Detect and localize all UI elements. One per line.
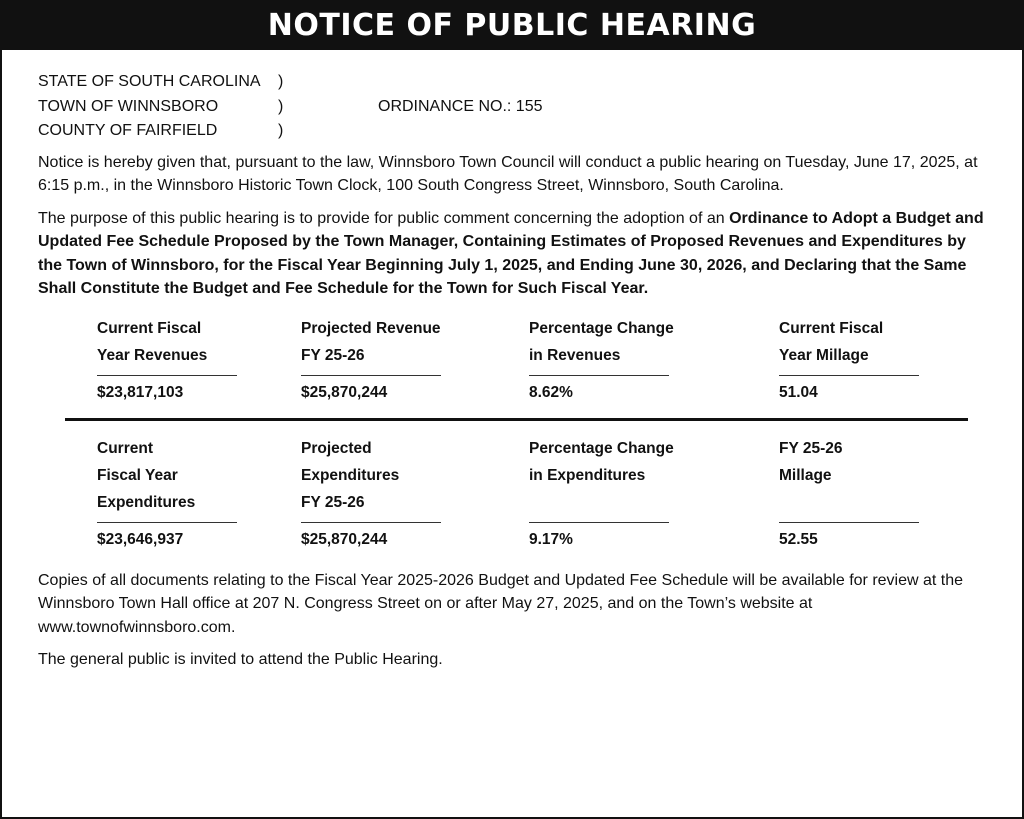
cell-heading: Projected Revenue (301, 319, 441, 337)
table-cell (301, 315, 529, 408)
cell-underline (97, 375, 237, 376)
cell-heading: FY 25-26 (779, 439, 843, 457)
cell-heading: Current Fiscal (97, 319, 202, 337)
hearing-notice-paragraph: Notice is hereby given that, pursuant to the law, Winnsboro Town Council will conduct a public hearing on Tuesday, June 17, 2025, at 6:15 p.m., in the Winnsboro Historic Town Clock, 100 South Congress Street, Winnsboro, South Carolina. (38, 153, 978, 194)
cell-underline (301, 375, 441, 376)
cell-value: $23,817,103 (97, 383, 184, 401)
table-cell (97, 435, 301, 555)
cell-heading: in Expenditures (529, 466, 646, 484)
caption-paren: ) (278, 73, 284, 90)
invitation-paragraph: The general public is invited to attend the Public Hearing. (38, 651, 443, 668)
table-cell (529, 315, 779, 408)
cell-heading: Expenditures (301, 466, 400, 484)
cell-value: 51.04 (779, 383, 818, 401)
cell-underline (529, 375, 669, 376)
cell-value: $25,870,244 (301, 530, 388, 548)
cell-underline (97, 522, 237, 523)
cell-underline (529, 522, 669, 523)
cell-heading: FY 25-26 (301, 493, 365, 511)
cell-heading: Current Fiscal (779, 319, 884, 337)
caption-town: TOWN OF WINNSBORO (38, 97, 219, 115)
notice-title: NOTICE OF PUBLIC HEARING (2, 2, 1022, 50)
cell-value: 8.62% (529, 383, 573, 401)
caption-block (38, 70, 988, 144)
table-cell (301, 435, 529, 555)
ordinance-number: ORDINANCE NO.: 155 (378, 97, 543, 115)
revenue-row (97, 315, 969, 408)
caption-paren: ) (278, 97, 284, 115)
notice-body (38, 70, 988, 672)
cell-heading: Projected (301, 439, 372, 457)
expenditure-row (97, 435, 969, 555)
table-cell (97, 315, 301, 408)
caption-state: STATE OF SOUTH CAROLINA (38, 73, 261, 90)
caption-paren: ) (278, 122, 284, 139)
caption-county: COUNTY OF FAIRFIELD (38, 122, 218, 139)
cell-heading: Current (97, 439, 153, 457)
cell-heading: Expenditures (97, 493, 196, 511)
purpose-paragraph (38, 207, 988, 301)
table-divider (65, 418, 968, 421)
purpose-intro: The purpose of this public hearing is to provide for public comment concerning the adoption of an (38, 209, 730, 227)
cell-value: $23,646,937 (97, 530, 184, 548)
cell-value: 9.17% (529, 530, 573, 548)
cell-underline (779, 522, 919, 523)
cell-heading: Year Millage (779, 346, 869, 364)
cell-heading: Fiscal Year (97, 466, 178, 484)
cell-heading: FY 25-26 (301, 346, 365, 364)
cell-heading: Percentage Change (529, 319, 674, 337)
table-cell (529, 435, 779, 555)
documents-paragraph: Copies of all documents relating to the Fiscal Year 2025-2026 Budget and Updated Fee Schedule will be available for review at the Winnsboro Town Hall office at 207 N. Congress Street on or after May 27, 2025, and on the Town’s website at www.townofwinnsboro.com. (38, 571, 964, 636)
ordinance-title: Ordinance to Adopt a Budget and Updated Fee Schedule Proposed by the Town Manager, Containing Estimates of Proposed Revenues and Expenditures by the Town of Winnsboro, for the Fiscal Year Beginning July 1, 2025, and Ending June 30, 2026, and Declaring that the Same Shall Constitute the Budget and Fee Schedule for the Town for Such Fiscal Year. (38, 209, 984, 297)
cell-value: 52.55 (779, 530, 818, 548)
table-cell (779, 435, 969, 555)
cell-heading: in Revenues (529, 346, 621, 364)
cell-heading: Millage (779, 466, 832, 484)
budget-table (38, 315, 988, 560)
table-cell (779, 315, 969, 408)
cell-heading: Year Revenues (97, 346, 208, 364)
cell-heading: Percentage Change (529, 439, 674, 457)
cell-underline (779, 375, 919, 376)
cell-value: $25,870,244 (301, 383, 388, 401)
cell-underline (301, 522, 441, 523)
